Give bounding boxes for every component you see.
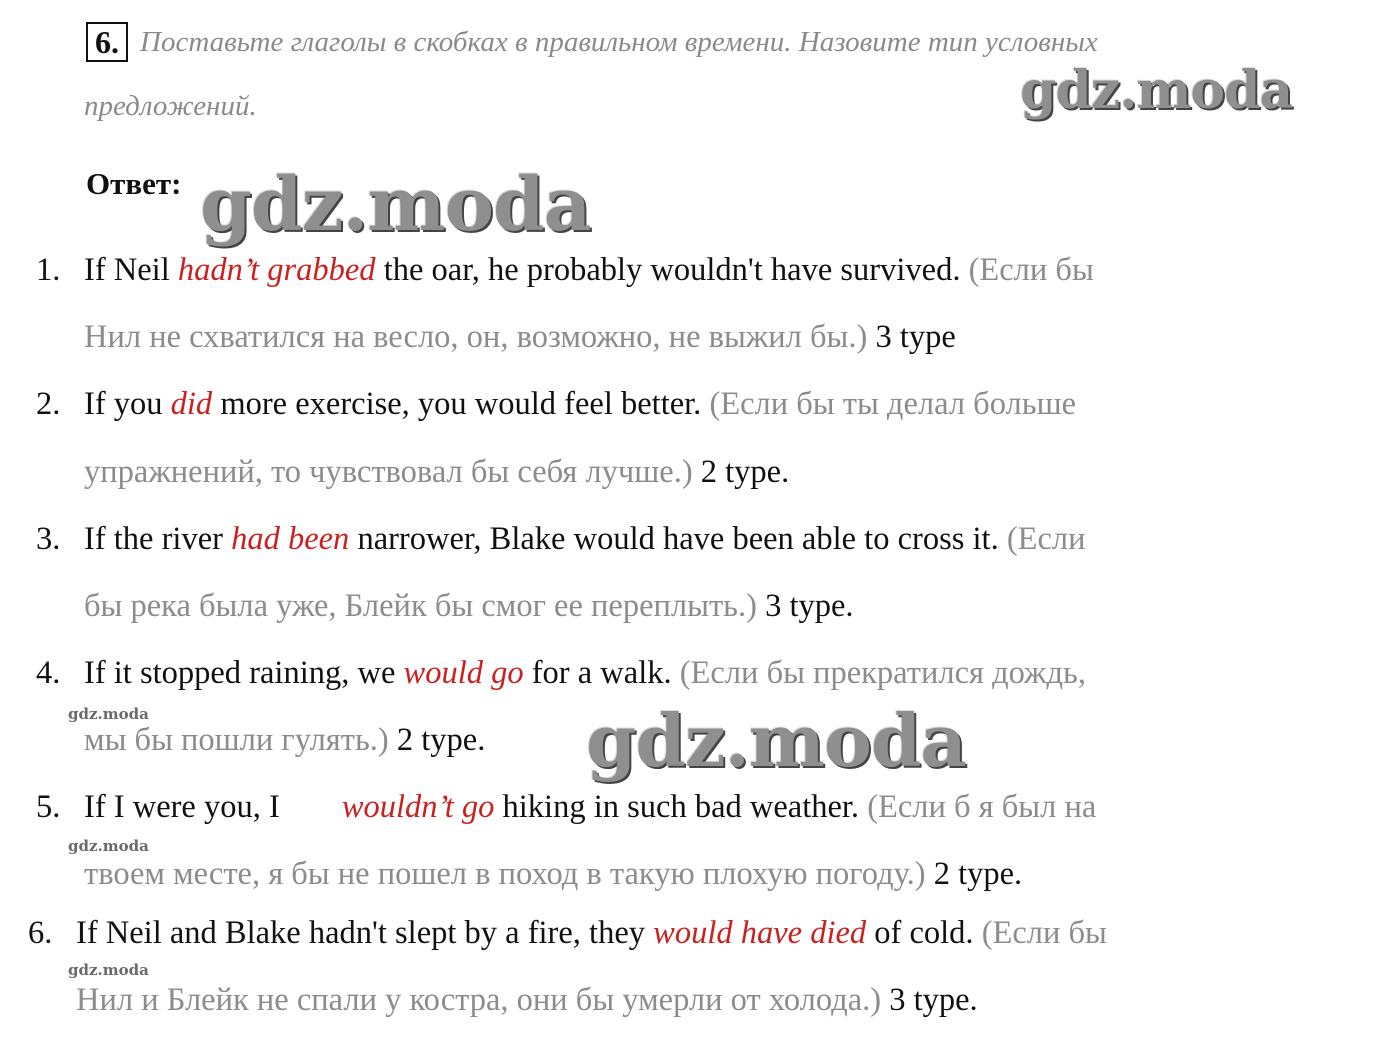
- translation-text: Нил и Блейк не спали у костра, они бы умерли от холода.): [76, 982, 882, 1018]
- answer-item-5-line2: [84, 854, 1022, 894]
- watermark-logo: gdz.moda: [1020, 60, 1293, 121]
- answer-item-6-line1: [28, 913, 1107, 953]
- translation-text: (Если: [1006, 521, 1086, 557]
- answer-verb: had been: [231, 521, 350, 557]
- watermark-small: gdz.moda: [68, 961, 149, 979]
- conditional-type: 2 type.: [925, 856, 1023, 892]
- translation-text: твоем месте, я бы не пошел в поход в такую плохую погоду.): [84, 856, 926, 892]
- translation-text: (Если бы: [968, 252, 1094, 288]
- translation-text: мы бы пошли гулять.): [84, 722, 389, 758]
- answer-item-1-line1: [36, 250, 1094, 290]
- sentence-text: If it stopped raining, we: [84, 655, 404, 691]
- task-instruction-line1: Поставьте глаголы в скобках в правильном времени. Назовите тип условных: [140, 26, 1098, 58]
- answer-verb: wouldn’t go: [341, 789, 495, 825]
- answer-item-4-line2: [84, 720, 485, 760]
- conditional-type: 2 type.: [692, 454, 790, 490]
- answer-item-2-line2: [84, 452, 789, 492]
- sentence-text: If I were you, I: [84, 789, 280, 825]
- sentence-text: If you: [84, 386, 171, 422]
- answer-item-3-line2: [84, 586, 854, 626]
- item-number: 4.: [36, 655, 61, 691]
- item-number: 5.: [36, 789, 61, 825]
- sentence-text: If Neil and Blake hadn't slept by a fire, they: [76, 915, 654, 951]
- item-number: 2.: [36, 386, 61, 422]
- answer-label: Ответ:: [86, 166, 182, 201]
- sentence-text: If Neil: [84, 252, 178, 288]
- watermark-small: gdz.moda: [68, 837, 149, 855]
- answer-verb: did: [170, 386, 213, 422]
- translation-text: бы река была уже, Блейк бы смог ее переплыть.): [84, 588, 757, 624]
- watermark-logo: gdz.moda: [586, 698, 966, 783]
- conditional-type: 3 type.: [881, 982, 978, 1018]
- answer-item-2-line1: [36, 384, 1076, 424]
- sentence-text: hiking in such bad weather.: [494, 789, 868, 825]
- task-instruction-line2: предложений.: [84, 90, 257, 122]
- answer-verb: hadn’t grabbed: [177, 252, 376, 288]
- translation-text: (Если бы прекратился дождь,: [679, 655, 1086, 691]
- item-number: 1.: [36, 252, 61, 288]
- answer-item-5-line1: [36, 787, 1096, 827]
- translation-text: (Если б я был на: [867, 789, 1097, 825]
- translation-text: (Если бы ты делал больше: [709, 386, 1077, 422]
- answer-item-4-line1: [36, 653, 1086, 693]
- translation-text: упражнений, то чувствовал бы себя лучше.): [84, 454, 693, 490]
- item-number: 3.: [36, 521, 61, 557]
- sentence-text: If the river: [84, 521, 232, 557]
- conditional-type: 3 type: [867, 319, 956, 355]
- translation-text: (Если бы: [981, 915, 1107, 951]
- task-number: 6.: [86, 22, 128, 62]
- answer-item-3-line1: [36, 519, 1086, 559]
- conditional-type: 3 type.: [756, 588, 854, 624]
- sentence-text: more exercise, you would feel better.: [212, 386, 710, 422]
- answer-item-1-line2: [84, 317, 956, 357]
- conditional-type: 2 type.: [388, 722, 486, 758]
- answer-verb: would have died: [653, 915, 867, 951]
- answer-verb: would go: [403, 655, 524, 691]
- sentence-text: of cold.: [866, 915, 982, 951]
- sentence-text: for a walk.: [523, 655, 680, 691]
- item-number: 6.: [28, 915, 53, 951]
- sentence-text: narrower, Blake would have been able to cross it.: [349, 521, 1007, 557]
- watermark-logo: gdz.moda: [200, 162, 591, 248]
- answer-item-6-line2: [76, 980, 978, 1020]
- watermark-small: gdz.moda: [68, 705, 149, 723]
- translation-text: Нил не схватился на весло, он, возможно, не выжил бы.): [84, 319, 868, 355]
- sentence-text: the oar, he probably wouldn't have survived.: [375, 252, 969, 288]
